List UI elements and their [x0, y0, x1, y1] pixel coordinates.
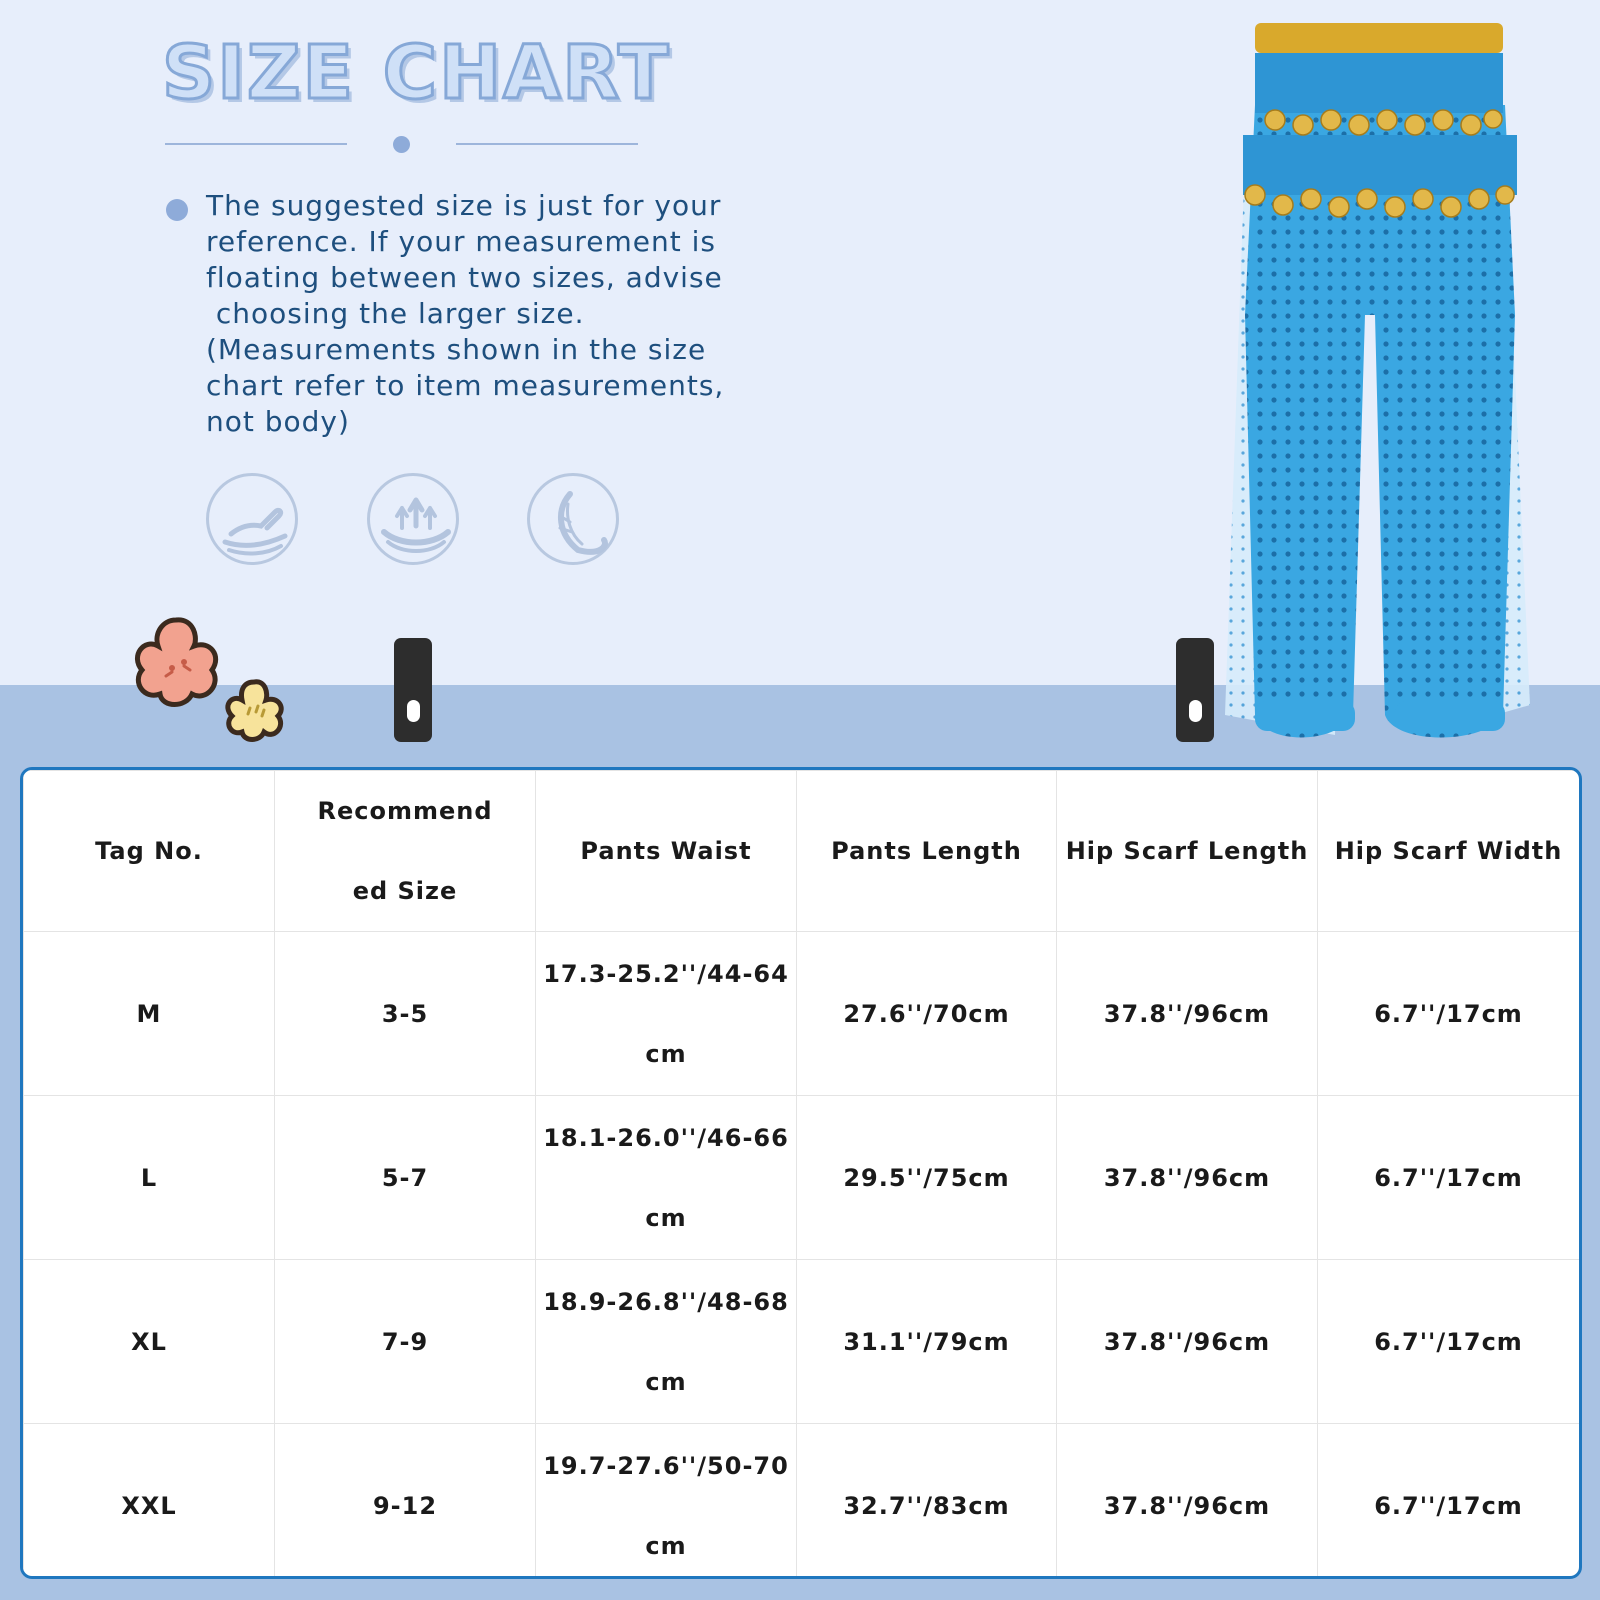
title-divider-left: [165, 143, 347, 145]
hanger-clip-right: [1176, 638, 1214, 742]
cell-tag: XL: [24, 1260, 275, 1424]
table-row: [24, 1096, 1580, 1260]
cell-hip-scarf-width: 6.7''/17cm: [1318, 1260, 1580, 1424]
page-title: SIZE CHART: [162, 30, 671, 116]
cell-pants-waist: 17.3-25.2''/44-64cm: [536, 932, 797, 1096]
cell-hip-scarf-length: 37.8''/96cm: [1057, 932, 1318, 1096]
note-line: reference. If your measurement is: [206, 225, 716, 258]
lightweight-feather-icon: [527, 473, 619, 565]
table-row: [24, 1424, 1580, 1580]
cell-recommended-size: 5-7: [275, 1096, 536, 1260]
cell-hip-scarf-length: 37.8''/96cm: [1057, 1424, 1318, 1580]
title-divider-dot: [393, 136, 410, 153]
cell-hip-scarf-width: 6.7''/17cm: [1318, 1096, 1580, 1260]
note-line: chart refer to item measurements,: [206, 369, 725, 402]
breathable-arrows-icon: [367, 473, 459, 565]
header-pants-length: Pants Length: [797, 771, 1057, 932]
cell-pants-length: 32.7''/83cm: [797, 1424, 1057, 1580]
cell-tag: L: [24, 1096, 275, 1260]
soft-touch-hand-icon: [206, 473, 298, 565]
note-line: The suggested size is just for your: [206, 189, 722, 222]
header-hip-scarf-length: Hip Scarf Length: [1057, 771, 1318, 932]
table-row: [24, 932, 1580, 1096]
cell-hip-scarf-length: 37.8''/96cm: [1057, 1260, 1318, 1424]
decorative-flowers-icon: [118, 612, 308, 757]
cell-tag: M: [24, 932, 275, 1096]
cell-pants-length: 27.6''/70cm: [797, 932, 1057, 1096]
size-note: [206, 188, 846, 440]
cell-hip-scarf-length: 37.8''/96cm: [1057, 1096, 1318, 1260]
title-divider-right: [456, 143, 638, 145]
cell-recommended-size: 3-5: [275, 932, 536, 1096]
table-row: [24, 1260, 1580, 1424]
cell-pants-waist: 18.9-26.8''/48-68cm: [536, 1260, 797, 1424]
header-tag-no: Tag No.: [24, 771, 275, 932]
cell-pants-length: 29.5''/75cm: [797, 1096, 1057, 1260]
note-line: floating between two sizes, advise: [206, 261, 723, 294]
cell-pants-waist: 19.7-27.6''/50-70cm: [536, 1424, 797, 1580]
hanger-clip-left: [394, 638, 432, 742]
header-pants-waist: Pants Waist: [536, 771, 797, 932]
header-hip-scarf-width: Hip Scarf Width: [1318, 771, 1580, 932]
header-recommended-size: Recommended Size: [275, 771, 536, 932]
note-line: not body): [206, 405, 350, 438]
harem-pants-image: [1225, 15, 1535, 745]
cell-recommended-size: 9-12: [275, 1424, 536, 1580]
cell-tag: XXL: [24, 1424, 275, 1580]
note-line: choosing the larger size.: [206, 297, 585, 330]
size-chart-table: [20, 767, 1582, 1579]
cell-pants-waist: 18.1-26.0''/46-66cm: [536, 1096, 797, 1260]
table-header-row: [24, 771, 1580, 932]
note-bullet: [166, 199, 188, 221]
cell-hip-scarf-width: 6.7''/17cm: [1318, 1424, 1580, 1580]
cell-hip-scarf-width: 6.7''/17cm: [1318, 932, 1580, 1096]
cell-pants-length: 31.1''/79cm: [797, 1260, 1057, 1424]
note-line: (Measurements shown in the size: [206, 333, 707, 366]
cell-recommended-size: 7-9: [275, 1260, 536, 1424]
